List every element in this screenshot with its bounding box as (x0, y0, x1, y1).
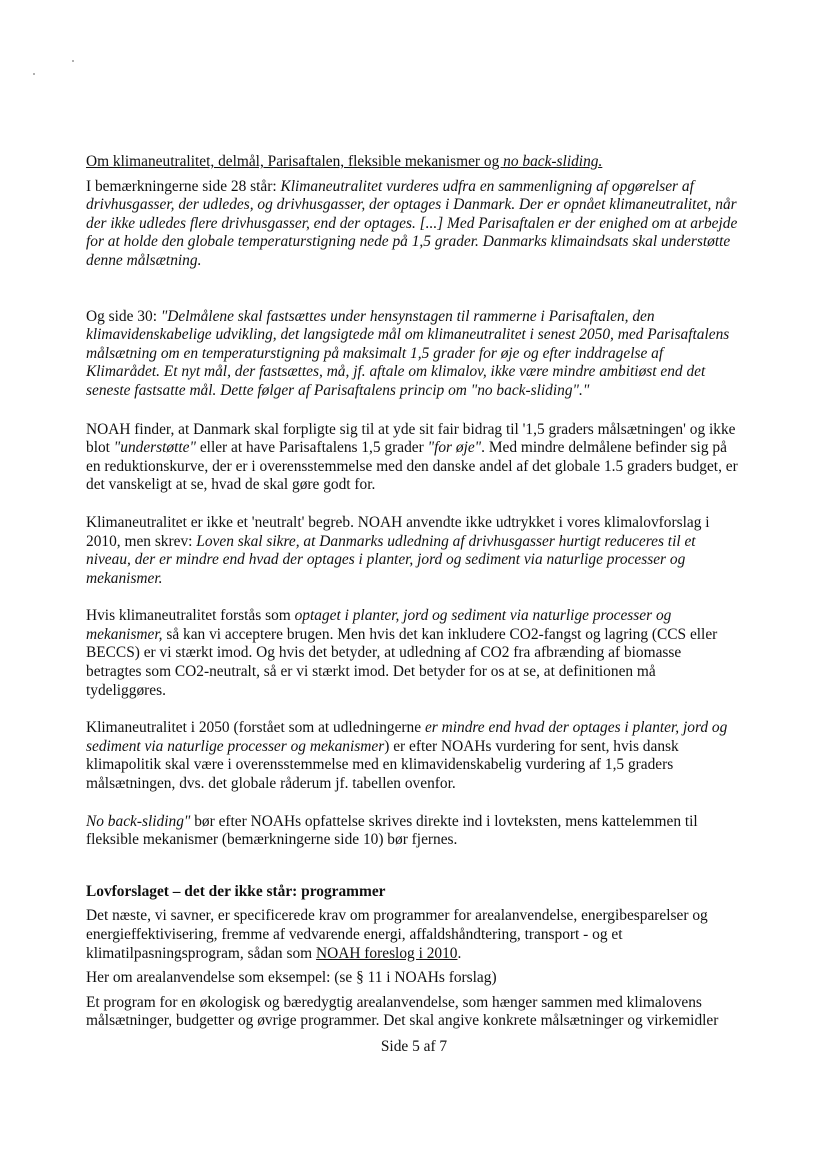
page-number: Side 5 af 7 (380, 1038, 448, 1055)
scan-speck (33, 73, 35, 75)
paragraph-ccs-beccs: Hvis klimaneutralitet forstås som optaget i planter, jord og sediment via naturlige processer og mekanismer, så kan vi acceptere brugen. Men hvis det kan inkludere CO2-fangst og lagring (CCS eller BECCS) er vi stærkt imod. Og hvis det betyder, at udledning af CO2 fra afbrænding af biomasse betragtes som CO2-neutralt, så er vi stærkt imod. Det betyder for os at se, at definitionen må tydeliggøres. (86, 607, 718, 699)
paragraph-programmer: Det næste, vi savner, er specificerede krav om programmer for arealanvendelse, energibesparelser og energieffektivisering, fremme af vedvarende energi, affaldshåndtering, transport - og et klimatilpasningsprogram, sådan som NOAH foreslog i 2010. (86, 907, 708, 962)
section-heading-klimaneutralitet: Om klimaneutralitet, delmål, Parisaftalen, fleksible mekanismer og no back-sliding. (86, 153, 603, 170)
paragraph-klimaneutralitet-begreb: Klimaneutralitet er ikke et 'neutralt' begreb. NOAH anvendte ikke udtrykket i vores klimalovforslag i 2010, men skrev: Loven skal sikre, at Danmarks udledning af drivhusgasser hurtigt reduceres til et niveau, der er mindre end hvad der optages i planter, jord og sediment via naturlige processer og mekanismer. (86, 513, 710, 587)
paragraph-arealanvendelse-eksempel: Her om arealanvendelse som eksempel: (se § 11 i NOAHs forslag) (86, 969, 497, 987)
paragraph-side-30-quote: Og side 30: "Delmålene skal fastsættes under hensynstagen til rammerne i Parisaftalen, den klimavidenskabelige udvikling, det langsigtede mål om klimaneutralitet i senest 2050, med Parisaftalens målsætning om en temperaturstigning på maksimalt 1,5 grader for øje og efter inddragelse af Klimarådet. Et nyt mål, der fastsættes, må, jf. aftale om klimalov, ikke være mindre ambitiøst end det seneste fastsatte mål. Dette følger af Parisaftalens princip om "no back-sliding"." (86, 307, 730, 399)
paragraph-klimaneutralitet-2050: Klimaneutralitet i 2050 (forstået som at udledningerne er mindre end hvad der optages i planter, jord og sediment via naturlige processer og mekanismer) er efter NOAHs vurdering for sent, hvis dansk klimapolitik skal være i overensstemmelse med en klimavidenskabelig vurdering af 1,5 graders målsætningen, dvs. det globale råderum jf. tabellen ovenfor. (86, 719, 728, 793)
scan-speck (72, 60, 74, 62)
paragraph-program-arealanvendelse: Et program for en økologisk og bæredygtig arealanvendelse, som hænger sammen med klimalovens målsætninger, budgetter og øvrige programmer. Det skal angive konkrete målsætninger og virkemidler (86, 993, 719, 1030)
noah-2010-link[interactable]: NOAH foreslog i 2010 (315, 944, 458, 962)
paragraph-no-back-sliding: No back-sliding" bør efter NOAHs opfattelse skrives direkte ind i lovteksten, mens kattelemmen til fleksible mekanismer (bemærkningerne side 10) bør fjernes. (86, 812, 698, 849)
paragraph-bemaerkninger-side-28: I bemærkningerne side 28 står: Klimaneutralitet vurderes udfra en sammenligning af opgørelser af drivhusgasser, der udledes, og drivhusgasser, der optages i Danmark. Der er opnået klimaneutralitet, når der ikke udledes flere drivhusgasser, end der optages. [...] Med Parisaftalen er der enighed om at arbejde for at holde den globale temperaturstigning nede på 1,5 grader. Danmarks klimaindsats skal understøtte denne målsætning. (86, 177, 738, 269)
paragraph-noah-fair-bidrag: NOAH finder, at Danmark skal forpligte sig til at yde sit fair bidrag til '1,5 graders målsætningen' og ikke blot "understøtte" eller at have Parisaftalens 1,5 grader "for øje". Med mindre delmålene befinder sig på en reduktionskurve, der er i overensstemmelse med den danske andel af det globale 1.5 graders budget, er det vanskeligt at se, hvad de skal gøre godt for. (86, 420, 738, 494)
section-heading-programmer: Lovforslaget – det der ikke står: programmer (86, 882, 386, 900)
page-body (86, 153, 738, 1031)
